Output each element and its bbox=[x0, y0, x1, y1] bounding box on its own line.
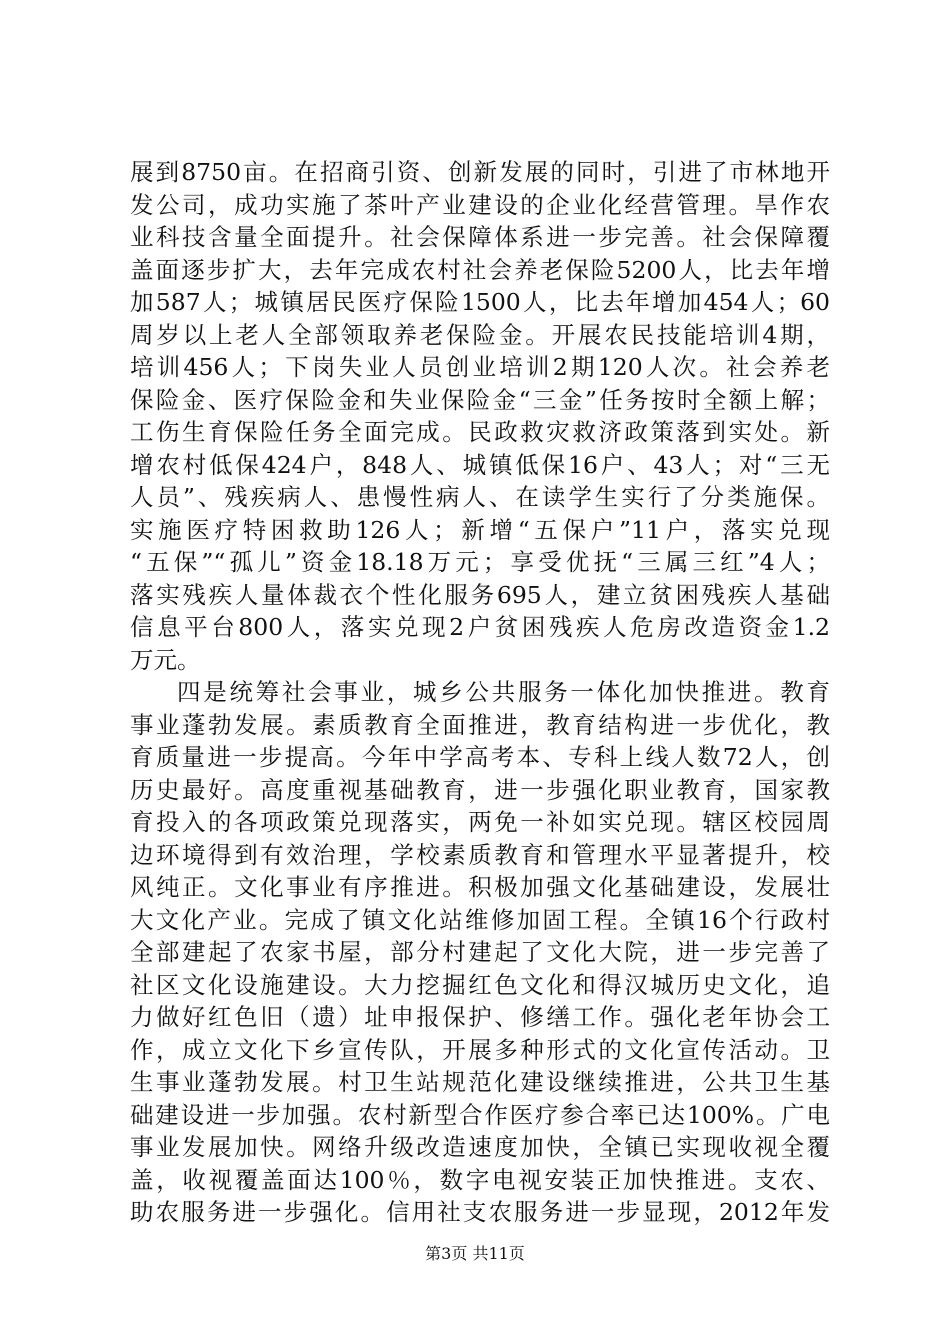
text-line: 加587人；城镇居民医疗保险1500人，比去年增加454人；60 bbox=[130, 288, 830, 316]
text-line: 业科技含量全面提升。社会保障体系进一步完善。社会保障覆 bbox=[130, 223, 830, 251]
text-line: 事业发展加快。网络升级改造速度加快，全镇已实现收视全覆 bbox=[130, 1133, 830, 1161]
text-line: 盖，收视覆盖面达100％，数字电视安装正加快推进。支农、 bbox=[130, 1165, 830, 1194]
text-line: 落实残疾人量体裁衣个性化服务695人，建立贫困残疾人基础 bbox=[130, 580, 830, 609]
text-line: 生事业蓬勃发展。村卫生站规范化建设继续推进，公共卫生基 bbox=[130, 1068, 830, 1096]
text-line: 育质量进一步提高。今年中学高考本、专科上线人数72人，创 bbox=[130, 743, 830, 771]
text-line: 历史最好。高度重视基础教育，进一步强化职业教育，国家教 bbox=[130, 775, 830, 804]
text-line: 力做好红色旧（遗）址申报保护、修缮工作。强化老年协会工 bbox=[130, 1003, 830, 1031]
text-line: 实施医疗特困救助126人；新增“五保户”11户，落实兑现 bbox=[130, 515, 830, 544]
paragraph-start-line: 四是统筹社会事业，城乡公共服务一体化加快推进。教育 bbox=[177, 678, 830, 706]
text-line: 作，成立文化下乡宣传队，开展多种形式的文化宣传活动。卫 bbox=[130, 1035, 830, 1064]
text-line: 工伤生育保险任务全面完成。民政救灾救济政策落到实处。新 bbox=[130, 418, 830, 446]
text-line: 培训456人；下岗失业人员创业培训2期120人次。社会养老 bbox=[130, 353, 830, 381]
text-line: “五保”“孤儿”资金18.18万元；享受优抚“三属三红”4人； bbox=[130, 548, 830, 576]
text-line: 大文化产业。完成了镇文化站维修加固工程。全镇16个行政村 bbox=[130, 905, 830, 934]
text-line: 发公司，成功实施了茶叶产业建设的企业化经营管理。旱作农 bbox=[130, 190, 830, 219]
text-line: 事业蓬勃发展。素质教育全面推进，教育结构进一步优化，教 bbox=[130, 710, 830, 739]
text-line: 育投入的各项政策兑现落实，两免一补如实兑现。辖区校园周 bbox=[130, 808, 830, 836]
text-line: 础建设进一步加强。农村新型合作医疗参合率已达100%。广电 bbox=[130, 1100, 830, 1129]
text-line: 风纯正。文化事业有序推进。积极加强文化基础建设，发展壮 bbox=[130, 873, 830, 901]
text-line: 社区文化设施建设。大力挖掘红色文化和得汉城历史文化，追 bbox=[130, 970, 830, 999]
text-line: 展到8750亩。在招商引资、创新发展的同时，引进了市林地开 bbox=[130, 158, 830, 186]
body-text bbox=[130, 156, 830, 1229]
text-line: 人员”、残疾病人、患慢性病人、在读学生实行了分类施保。 bbox=[130, 483, 830, 511]
text-line: 万元。 bbox=[130, 645, 201, 674]
text-line: 助农服务进一步强化。信用社支农服务进一步显现，2012年发 bbox=[130, 1198, 830, 1226]
text-line: 边环境得到有效治理，学校素质教育和管理水平显著提升，校 bbox=[130, 840, 830, 869]
text-line: 增农村低保424户，848人、城镇低保16户、43人；对“三无 bbox=[130, 450, 830, 479]
text-line: 周岁以上老人全部领取养老保险金。开展农民技能培训4期， bbox=[130, 320, 830, 349]
text-line: 全部建起了农家书屋，部分村建起了文化大院，进一步完善了 bbox=[130, 938, 830, 966]
page-number-footer: 第3页 共11页 bbox=[425, 1244, 525, 1263]
text-line: 盖面逐步扩大，去年完成农村社会养老保险5200人，比去年增 bbox=[130, 255, 830, 284]
text-line: 保险金、医疗保险金和失业保险金“三金”任务按时全额上解； bbox=[130, 385, 830, 414]
text-line: 信息平台800人，落实兑现2户贫困残疾人危房改造资金1.2 bbox=[130, 613, 830, 641]
